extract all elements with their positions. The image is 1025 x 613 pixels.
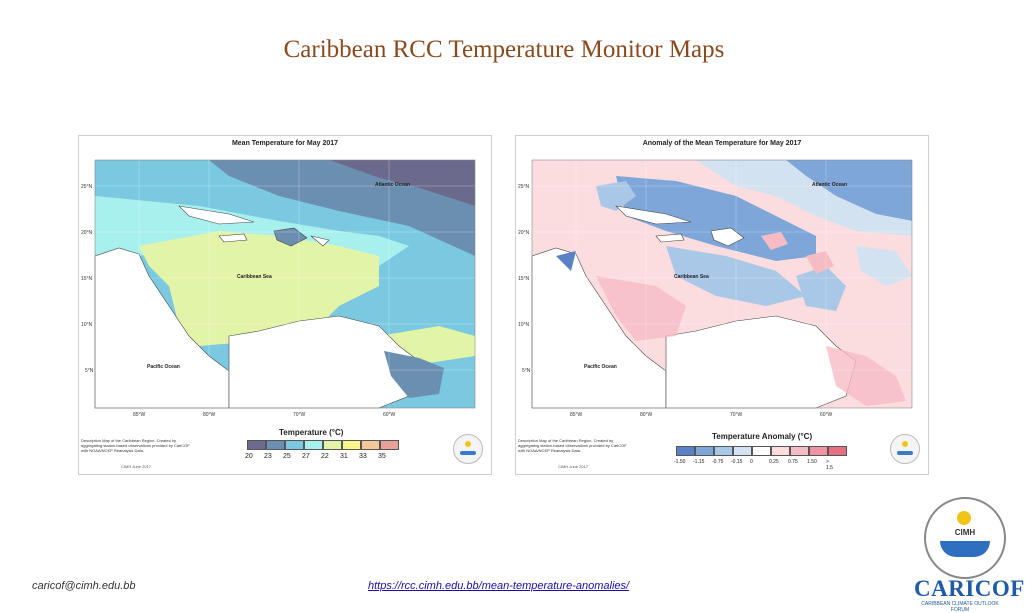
legend-swatch (676, 446, 695, 456)
legend-swatch (771, 446, 790, 456)
legend-title: Temperature Anomaly (°C) (712, 432, 813, 441)
temperature-anomaly-map (515, 135, 929, 475)
legend-swatch (828, 446, 847, 456)
legend-tick-label: 22 (321, 453, 329, 460)
legend-tick-label: -1.50 (674, 459, 686, 465)
legend-tick-label: 31 (340, 453, 348, 460)
legend-swatch (323, 440, 342, 450)
legend-tick-label: 20 (245, 453, 253, 460)
map-description: Description Map of the Caribbean Region. Created by aggregating station-based observations provided by CariCOF with NOAA/NCEP Reanalysis Data. (518, 438, 627, 453)
lon-label: 80°W (203, 412, 216, 418)
legend-swatch (714, 446, 733, 456)
legend-swatch (733, 446, 752, 456)
legend-swatch (752, 446, 771, 456)
mean-temperature-map (78, 135, 492, 475)
legend-swatch (790, 446, 809, 456)
cimh-abbr: CIMH (954, 528, 976, 537)
legend-swatch (285, 440, 304, 450)
atlantic-label: Atlantic Ocean (812, 182, 848, 188)
legend-tick-label: -0.75 (712, 459, 724, 465)
lat-label: 25°N (518, 184, 530, 190)
lon-label: 80°W (640, 412, 653, 418)
lat-label: 15°N (518, 276, 530, 282)
lon-label: 70°W (730, 412, 743, 418)
cimh-mini-logo (453, 434, 483, 464)
legend-swatch (380, 440, 399, 450)
lat-label: 25°N (81, 184, 93, 190)
lat-label: 10°N (518, 322, 530, 328)
map-title: Anomaly of the Mean Temperature for May 2017 (642, 140, 802, 147)
lat-label: 5°N (85, 368, 94, 374)
map-description: Description Map of the Caribbean Region. Created by aggregating station-based observations provided by CariCOF with NOAA/NCEP Reanalysis Data. (81, 438, 190, 453)
lon-label: 60°W (383, 412, 396, 418)
legend-swatch (247, 440, 266, 450)
pacific-label: Pacific Ocean (584, 364, 617, 370)
legend-tick-label: 1.50 (807, 459, 817, 465)
legend-tick-label: > 1.5 (826, 459, 833, 471)
page-title: Caribbean RCC Temperature Monitor Maps (283, 36, 725, 63)
anomalies-link[interactable]: https://rcc.cimh.edu.bb/mean-temperature-anomalies/ (368, 580, 630, 592)
legend-tick-label: 35 (378, 453, 386, 460)
legend-swatch (304, 440, 323, 450)
lon-label: 85°W (133, 412, 146, 418)
sea-icon (940, 541, 990, 557)
legend-swatch (342, 440, 361, 450)
contact-email: caricof@cimh.edu.bb (32, 580, 136, 592)
caribbean-label: Caribbean Sea (674, 274, 709, 280)
lat-label: 10°N (81, 322, 93, 328)
legend-swatch (266, 440, 285, 450)
legend-tick-label: 23 (264, 453, 272, 460)
cimh-logo (924, 497, 1006, 579)
caricof-logo-text: CARICOF (914, 576, 1025, 601)
lon-label: 60°W (820, 412, 833, 418)
caribbean-label: Caribbean Sea (237, 274, 272, 280)
legend-tick-label: 25 (283, 453, 291, 460)
legend-swatch (809, 446, 828, 456)
legend-swatch (361, 440, 380, 450)
pacific-label: Pacific Ocean (147, 364, 180, 370)
legend-swatch (695, 446, 714, 456)
legend-tick-label: 0 (750, 459, 753, 465)
legend-title: Temperature (°C) (279, 428, 344, 437)
mean-temperature-map-graphic (79, 136, 491, 474)
atlantic-label: Atlantic Ocean (375, 182, 411, 188)
map-title: Mean Temperature for May 2017 (231, 140, 339, 147)
temperature-anomaly-map-graphic (516, 136, 928, 474)
lon-label: 70°W (293, 412, 306, 418)
map-credit: CIMH June 2017 (558, 464, 589, 469)
legend-tick-label: 0.75 (788, 459, 798, 465)
legend-tick-label: 27 (302, 453, 310, 460)
legend-tick-label: -1.15 (693, 459, 705, 465)
lat-label: 15°N (81, 276, 93, 282)
lat-label: 20°N (518, 230, 530, 236)
lat-label: 5°N (522, 368, 531, 374)
cimh-mini-logo (890, 434, 920, 464)
legend-tick-label: -0.15 (731, 459, 743, 465)
legend-tick-label: 0.25 (769, 459, 779, 465)
lat-label: 20°N (81, 230, 93, 236)
caricof-tagline: CARIBBEAN CLIMATE OUTLOOK FORUM (921, 601, 999, 613)
map-credit: CIMH June 2017 (121, 464, 152, 469)
lon-label: 85°W (570, 412, 583, 418)
legend-tick-label: 33 (359, 453, 367, 460)
sun-icon (957, 511, 971, 525)
